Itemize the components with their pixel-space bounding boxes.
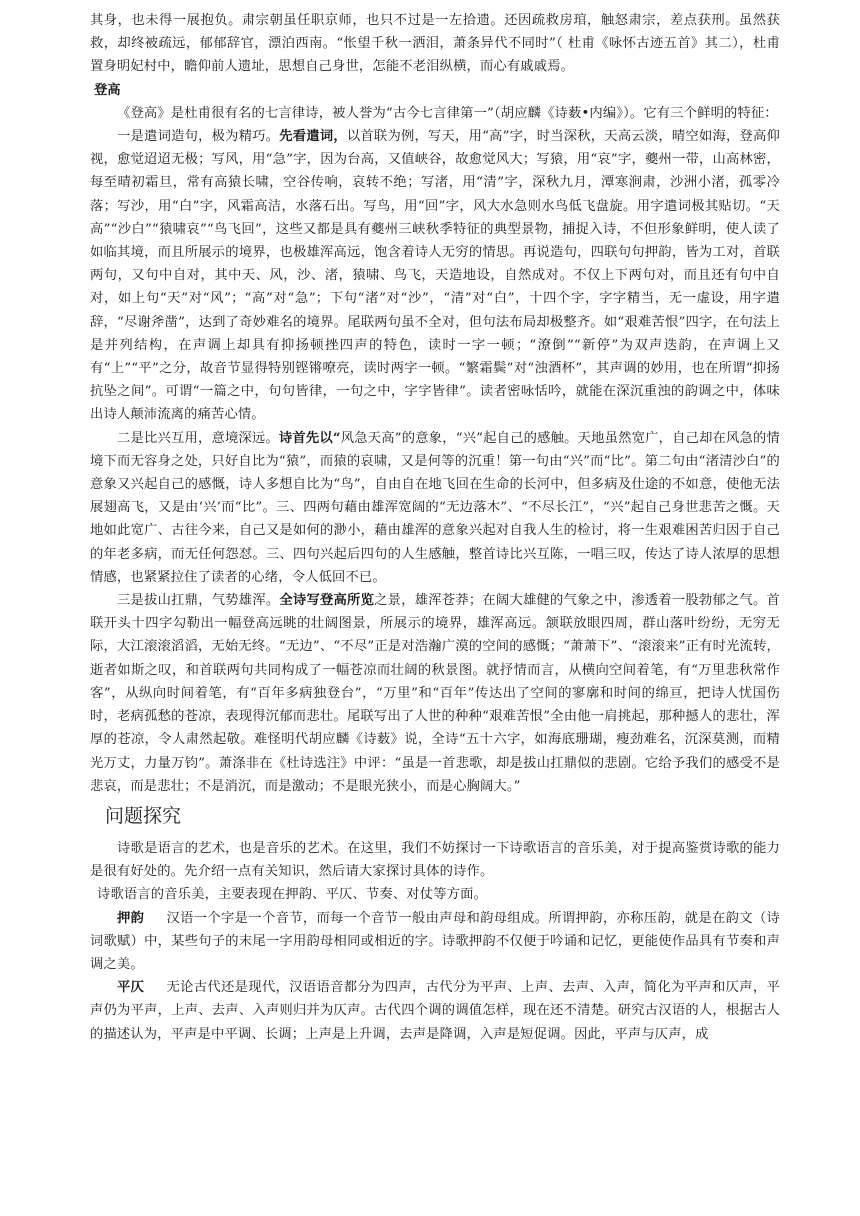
- feature-two-body: 风急天高”的意象，“兴”起自己的感触。天地虽然宽广，自己却在风急的情境下而无容身之处，只好自比为“猿”，而猿的哀啸，又是何等的沉重！第一句由“兴”而“比”。第二句由“渚清沙白”的意象又兴起自己的感慨，诗人多想自比为“鸟”，自由自在地飞回在生命的长河中，但多病及仕途的不如意，使他无法展翅高飞，又是由‘兴’而“比”。三、四两句藉由雄浑宽阔的“无边落木”、“不尽长江”，“兴”起自己身世悲苦之慨。天地如此宽广、古往今来，自己又是如何的渺小，藉由雄浑的意象兴起对自我人生的检讨，将一生艰难困苦归因于自己的年老多病，而无任何怨怼。三、四句兴起后四句的人生感触，整首诗比兴互陈，一唱三叹，传达了诗人浓厚的思想情感，也紧紧拉住了读者的心绪，令人低回不已。: [90, 430, 780, 585]
- paragraph-feature-three: [90, 589, 780, 798]
- tones-body: 无论古代还是现代，汉语语音都分为四声，古代分为平声、上声、去声、入声，简化为平声和仄声，平声仍为平声，上声、去声、入声则归并为仄声。古代四个调的调值怎样，现在还不清楚。研究古汉语的人，根据古人的描述认为，平声是中平调、长调；上声是上升调，去声是降调，入声是短促调。因此，平声与仄声，成: [90, 980, 780, 1042]
- document-page: [90, 0, 780, 1046]
- feature-three-body: 之景，雄浑苍莽；在阔大雄健的气象之中，渗透着一股勃郁之气。首联开头十四字勾勒出一幅登高远眺的壮阔图景，所展示的境界，雄浑高远。颔联放眼四周，群山落叶纷纷，无穷无际，大江滚滚滔滔，无始无终。“无边”、“不尽”正是对浩瀚广漠的空间的感慨；“萧萧下”、“滚滚来”正有时光流转，逝者如斯之叹，和首联两句共同构成了一幅苍凉而壮阔的秋景图。就抒情而言，从横向空间着笔，有“万里悲秋常作客”，从纵向时间着笔，有“百年多病独登台”，“万里”和“百年”传达出了空间的寥廓和时间的绵亘，把诗人忧国伤时，老病孤愁的苍凉，表现得沉郁而悲壮。尾联写出了人世的种种“艰难苦恨”全由他一肩挑起，那种撼人的悲壮，浑厚的苍凉，令人肃然起敬。难怪明代胡应麟《诗薮》说，全诗“五十六字，如海底珊瑚，瘦劲难名，沉深莫测，而精光万丈，力量万钧”。萧涤非在《杜诗选注》中评：“虽是一首悲歌，却是拔山扛鼎似的悲剧。它给予我们的感受不是悲哀，而是悲壮；不是消沉，而是激动；不是眼光狭小，而是心胸阔大。”: [90, 593, 780, 794]
- feature-one-body: 以首联为例，写天，用“高”字，时当深秋，天高云淡，晴空如海，登高仰视，愈觉迢迢无极；写风，用“急”字，因为台高，又值峡谷，故愈觉风大；写猿，用“哀”字，夔州一带，山高林密，每至晴初霜旦，常有高猿长啸，空谷传响，哀转不绝；写渚，用“清”字，深秋九月，潭寒涧肃，沙洲小渚，孤零冷落；写沙，用“白”字，风霜高洁，水落石出。写鸟，用“回”字，风大水急则水鸟低飞盘旋。用字遣词极其贴切。“天高”“沙白”“猿啸哀”“鸟飞回”，这些又都是具有夔州三峡秋季特征的典型景物，捕捉入诗，不但形象鲜明，使人读了如临其境，而且所展示的境界，也极雄浑高远，饱含着诗人无穷的情思。再说造句，四联句句押韵，皆为工对，首联两句，又句中自对，其中天、风，沙、渚，猿啸、鸟飞，天造地设，自然成对。不仅上下两句对，而且还有句中自对，如上句“天”对“风”；“高”对“急”；下句“渚”对“沙”，“清”对“白”，十四个字，字字精当，无一虚设，用字遣辞，“尽谢斧凿”，达到了奇妙难名的境界。尾联两句虽不全对，但句法布局却极整齐。如“艰难苦恨”四字，在句法上是并列结构，在声调上却具有抑扬顿挫四声的特色，读时一字一顿；“潦倒”“新停”为双声迭韵，在声调上又有“上”“平”之分，故音节显得特别铿锵嘹亮，读时两字一顿。“繁霜鬓”对“浊酒杯”，其声调的妙用，也在所谓“抑扬抗坠之间”。可谓“一篇之中，句句皆律，一句之中，字字皆律”。读者密咏恬吟，就能在深沉重浊的韵调之中，体味出诗人颠沛流离的痛苦心情。: [90, 129, 781, 423]
- paragraph-music-intro: 诗歌是语言的艺术，也是音乐的艺术。在这里，我们不妨探讨一下诗歌语言的音乐美，对于提高鉴赏诗歌的能力是很有好处的。先介绍一点有关知识，然后请大家探讨具体的诗作。: [90, 840, 780, 880]
- section-title-problem-inquiry: 问题探究: [105, 804, 182, 827]
- paragraph-feature-one: [90, 125, 780, 427]
- feature-two-bold: 诗首先以“: [278, 430, 341, 446]
- feature-three-lead: 三是拔山扛鼎，气势雄浑。: [117, 593, 280, 609]
- paragraph-feature-two: [90, 427, 780, 589]
- paragraph-rhyme: [90, 907, 780, 977]
- feature-one-bold: 先看遣词，: [279, 129, 347, 145]
- heading-denggao: 登高: [94, 82, 121, 98]
- paragraph-intro-continuation: 其身，也未得一展抱负。肃宗朝虽任职京师，也只不过是一左拾遗。还因疏救房琯，触怒肃宗，差点获刑。虽然获救，却终被疏远，郁郁辞官，漂泊西南。“怅望千秋一洒泪，萧条异代不同时”（ 杜甫《咏怀古迹五首》其二），杜甫置身明妃村中，瞻仰前人遗址，思想自己身世，怎能不老泪纵横，而心有戚戚焉。: [90, 13, 780, 75]
- rhyme-body: 汉语一个字是一个音节，而每一个音节一般由声母和韵母组成。所谓押韵，亦称压韵，就是在韵文（诗词歌赋）中，某些句子的末尾一字用韵母相同或相近的字。诗歌押韵不仅便于吟诵和记忆，更能使作品具有节奏和声调之美。: [90, 910, 780, 972]
- paragraph-tones: [90, 976, 780, 1046]
- term-tones: 平仄: [117, 980, 145, 996]
- term-rhyme: 押韵: [117, 910, 145, 926]
- paragraph-music-aspects: 诗歌语言的音乐美，主要表现在押韵、平仄、节奏、对仗等方面。: [97, 887, 487, 903]
- feature-two-lead: 二是比兴互用，意境深远。: [117, 430, 279, 446]
- feature-three-bold: 全诗写登高所览: [279, 593, 375, 609]
- feature-one-lead: 一是遣词造句，极为精巧。: [117, 129, 280, 145]
- paragraph-denggao-intro: 《登高》是杜甫很有名的七言律诗，被人誉为“古今七言律第一”（胡应麟《诗薮•内编》）。它有三个鲜明的特征：: [117, 105, 778, 121]
